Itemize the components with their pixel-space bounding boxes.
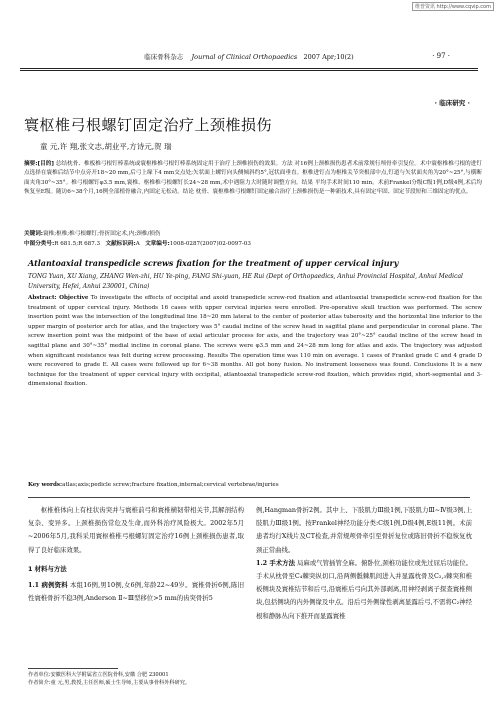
body-column-left xyxy=(28,504,244,605)
footnote-rule xyxy=(28,668,118,669)
clc-label: 中图分类号: xyxy=(24,241,55,247)
author-unit: 作者单位:安徽医科大学附属省立医院骨科,安徽 合肥 230001 xyxy=(28,672,169,678)
doc-code-label: 文献标识码: xyxy=(105,241,136,247)
keywords-en-text: atlas;axis;pedicle screw;fracture fixation,internal;cervical vertebrae/injuries xyxy=(62,482,279,488)
abstract-cn xyxy=(24,160,482,197)
abstract-cn-label: 摘要:[目的] xyxy=(24,161,54,167)
section-label: · 临床研究 · xyxy=(434,99,470,107)
cases-text: 本组16例,男10例,女6例,年龄22~49岁。寰椎骨折6例,陈旧性寰椎骨折不稳3例,Anderson Ⅱ~Ⅲ型移位>5 mm的齿突骨折5 xyxy=(28,581,244,603)
english-affiliation: (Dept of Orthopaedics, Anhui Provincial Hospital, Anhui Medical University, Hefei, Anhui 230001, China) xyxy=(28,273,463,290)
keywords-cn-text: 寰椎;枢椎;椎弓根螺钉;骨折固定术,内;颈椎/损伤 xyxy=(43,231,161,237)
classification-line xyxy=(24,240,482,249)
intro-paragraph: 枢椎椎体向上有柱状齿突并与寰椎前弓和寰椎横韧带相关节,其解剖结构复杂、变异多。上颈椎损伤常危及生命,而外科治疗风险极大。2002年5月~2006年5月,我科采用寰枢椎椎弓根螺钉固定治疗16例上颈椎损伤患者,取得了良好临床效果。 xyxy=(28,506,244,554)
abstract-en-text: To investigate the effects of occipital and axoid transpedicle screw-rod fixation and atlantoaxial transpedicle screw-rod fixation for the treatment of upper cervical injury. Methods 16 cases with upper cervical injuries were enrolled. Pre-operative skull traction was performed. The screw insertion point was the intersection of the longitudinal line 18~20 mm lateral to the center of posterior atlas tuberosity and the horizontal line inferior to the upper margin of posterior arch for atlas, and the trajectory was 5° caudal incline of the screw head in sagittal plane and perpendicular in coronal plane. The screw insertion point was the midpoint of the base of axial articular process for axis, and the trajectory was 20°~25° caudal incline of the screw head in sagittal plane and 30°~35° medial incline in coronal plane. The screws were φ3.5 mm and 24~28 mm long for atlas and axis. The trajectory was adjusted when significant resistance was felt during screw processing. Results The operation time was 110 min on average. 1 cases of Frankel grade C and 4 grade D were recovered to grade E. All cases were followed up for 6~38 months. All got bony fusion. No instrument looseness was found. Conclusions It is a new technique for the treatment of upper cervical injury with occipital, atlantoaxial transpedicle screw-rod fixation, which provides rigid, short-segmental and 3-dimensional fixation. xyxy=(28,295,482,388)
keywords-cn-label: 关键词: xyxy=(24,231,44,237)
article-no: 1008-0287(2007)02-0097-03 xyxy=(169,241,251,247)
cases-continued: 例,Hangman骨折2例。其中上、下肢肌力Ⅲ级1例,下肢肌力Ⅲ~Ⅳ级3例,上肢肌力Ⅲ级1例。按Frankel神经功能分类:C级1例,D级4例,E级11例。术前患者均行X线片及CT检查,并常规颅骨牵引至骨折复位或陈旧骨折不稳恢复枕颈正常曲线。 xyxy=(256,506,472,554)
body-column-right xyxy=(256,504,472,623)
abstract-cn-text: 总结枕骨、椎板椎弓根钉棒系统或寰枢椎椎弓根钉棒系统固定用于治疗上颈椎损伤的效果。方法 对16例上颈椎损伤患者术前常规行颅骨牵引复位。术中寰枢椎椎弓根的进钉点选择在寰椎后结节中点旁开18~20 mm,后弓上缘下4 mm交点处;矢状面上螺钉向头侧倾斜约5°,冠状面垂直。枢椎进钉点为枢椎关节突根部中点,钉道与矢状面夹角为20°~25°,与横断面夹角30°~35°。椎弓根螺钉φ3.5 mm,寰椎、枢椎椎弓根螺钉长24~28 mm,术中遇阻力大时随时调整方向。结果 平均手术时间110 min。术前Frankel分级C级1例,D级4例,术后均恢复至E级。随访6~38个月,16例全部植骨融合,内固定无松动。结论 枕骨、寰枢椎椎弓根螺钉固定融合治疗上颈椎损伤是一种新技术,具有固定牢固、固定节段短和三维固定的优点。 xyxy=(24,161,482,195)
author-list: 童 元,许 翔,张文志,胡业平,方诗元,贺 瑞 xyxy=(40,142,172,151)
english-title: Atlantoaxial transpedicle screws fixation for the treatment of upper cervical injury xyxy=(28,258,399,268)
article-no-label: 文章编号: xyxy=(145,241,170,247)
header-rule-thin xyxy=(20,70,478,71)
english-authors: TONG Yuan, XU Xiang, ZHANG Wen-zhi, HU Ye-ping, FANG Shi-yuan, HE Rui xyxy=(28,273,265,280)
keywords-en xyxy=(28,481,482,491)
author-bio: 作者简介:童 元,男,教授,主任医师,硕士生导师,主要从事骨科外科研究。 xyxy=(28,680,191,686)
section-divider xyxy=(28,497,470,498)
header-rule xyxy=(20,68,478,69)
running-head xyxy=(0,52,498,64)
english-authors-affiliation xyxy=(28,272,478,291)
cases-paragraph xyxy=(28,579,244,605)
journal-name-en: Journal of Clinical Orthopaedics xyxy=(191,53,298,61)
doc-code: A xyxy=(135,241,140,247)
page-number: · 97 · xyxy=(432,52,450,60)
technique-heading: 1.2 手术方法 xyxy=(256,558,295,567)
watermark-stamp: 维普资讯 http://www.cqvip.com xyxy=(412,2,494,11)
technique-paragraph xyxy=(256,557,472,623)
journal-name-cn: 临床骨科杂志 xyxy=(144,53,184,61)
issue-info: 2007 Apr;10(2) xyxy=(303,53,354,61)
heading-materials-methods: 1 材料与方法 xyxy=(28,564,67,573)
technique-text: 局麻或气管插管全麻。俯卧位,颈椎功能位或先过屈后功能位。手术从枕骨至C₄棘突纵切口,沿两侧骶棘肌间进入并显露枕骨及C₂,₃棘突和椎板侧块及寰椎结节和后弓,沿寰椎后弓向其外部剥离,用神经剥离子探查寰椎侧块,包括侧块的内外侧缘及中点。沿后弓外侧缘性剥离显露后弓,不需将C₂神经根和静脉丛向下推开而显露寰椎 xyxy=(256,558,473,620)
abstract-en xyxy=(28,294,482,390)
keywords-en-label: Key words: xyxy=(28,482,63,488)
footnote xyxy=(28,671,246,687)
abstract-en-label: Abstract: Objective xyxy=(28,295,89,301)
article-title: 寰枢椎弓根螺钉固定治疗上颈椎损伤 xyxy=(24,116,273,134)
clc-code: R 681.5;R 687.3 xyxy=(54,241,101,247)
cases-heading: 1.1 病例资料 xyxy=(28,581,68,590)
keywords-cn xyxy=(24,230,482,239)
